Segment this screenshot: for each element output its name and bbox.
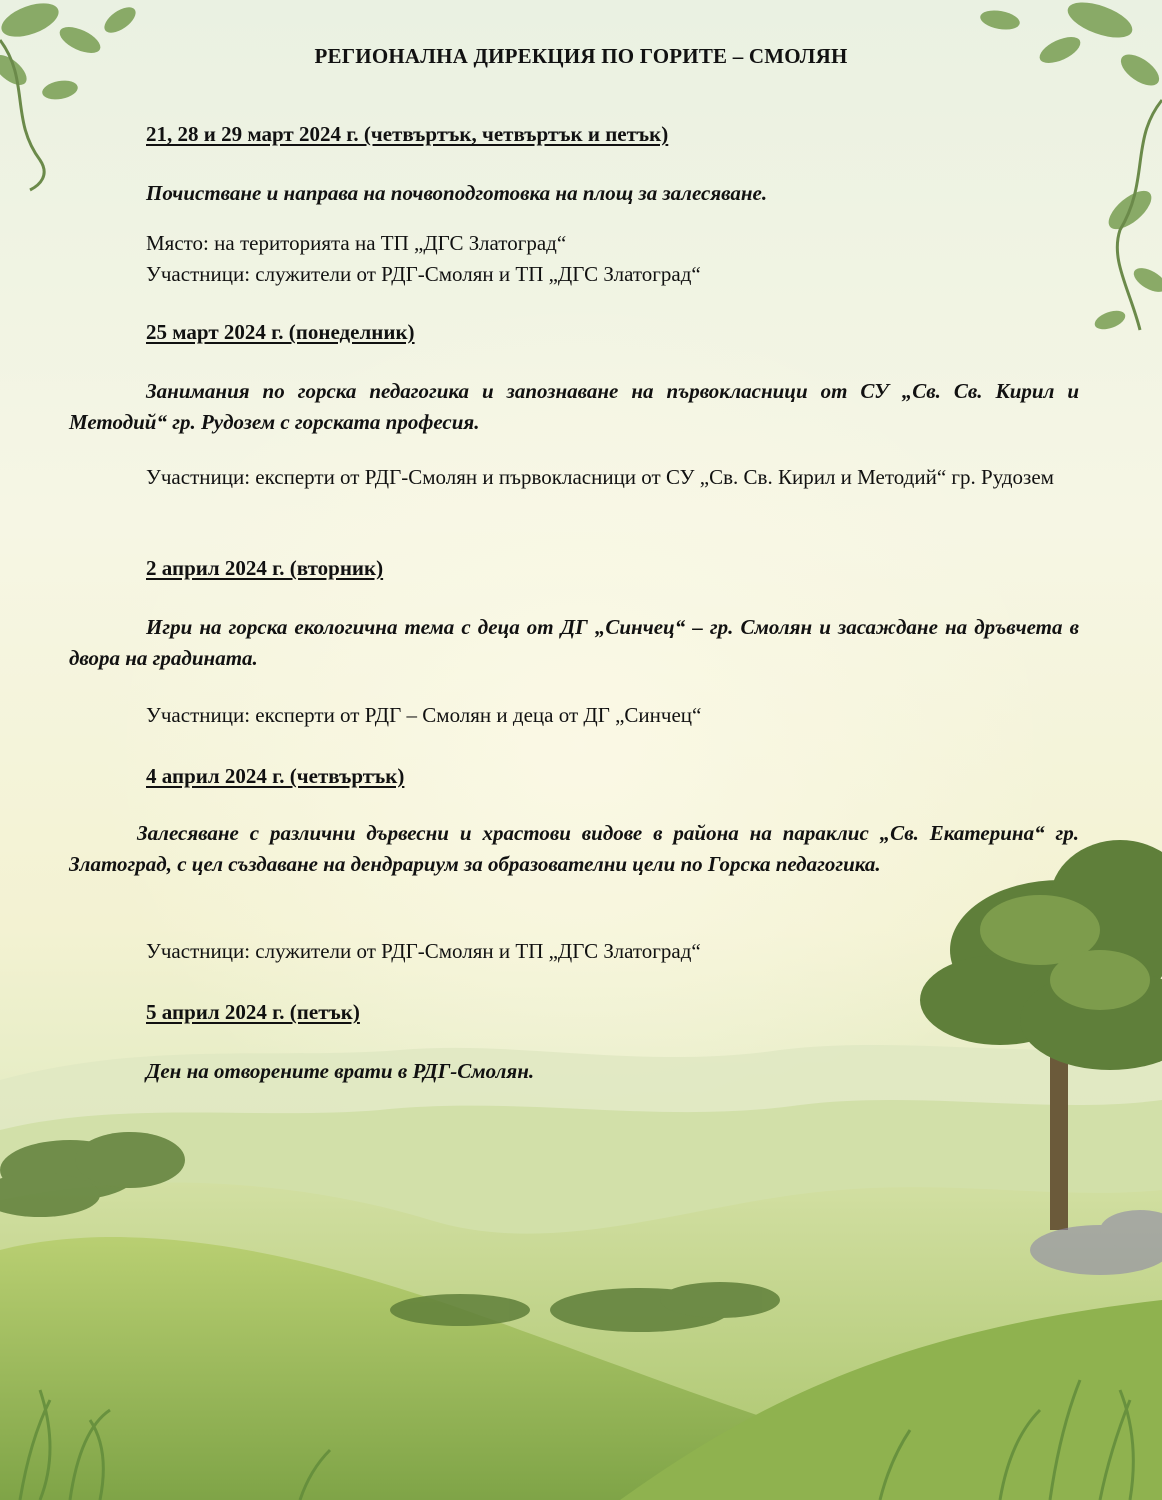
event-participants-1: Участници: служители от РДГ-Смолян и ТП „ДГС Златоград“ bbox=[146, 262, 701, 286]
event-date-1: 21, 28 и 29 март 2024 г. (четвъртък, четвъртък и петък) bbox=[146, 122, 669, 146]
event-date-2: 25 март 2024 г. (понеделник) bbox=[146, 320, 415, 344]
event-place-1: Място: на територията на ТП „ДГС Златоград“ bbox=[146, 231, 567, 255]
document-title: РЕГИОНАЛНА ДИРЕКЦИЯ ПО ГОРИТЕ – СМОЛЯН bbox=[314, 44, 848, 68]
event-date-5: 5 април 2024 г. (петък) bbox=[146, 1000, 360, 1024]
event-activity-4: Залесяване с различни дървесни и храстови видове в района на параклис „Св. Екатерина“ гр. Златоград, с цел създаване на дендрариум за образователни цели по Горска педагогика. bbox=[69, 821, 1079, 876]
event-activity-1: Почистване и направа на почвоподготовка на площ за залесяване. bbox=[146, 181, 768, 205]
event-participants-2: Участници: експерти от РДГ-Смолян и първокласници от СУ „Св. Св. Кирил и Методий“ гр. Рудозем bbox=[146, 465, 1054, 489]
event-activity-3: Игри на горска екологична тема с деца от ДГ „Синчец“ – гр. Смолян и засаждане на дръвчета в двора на градината. bbox=[69, 615, 1079, 670]
event-participants-4: Участници: служители от РДГ-Смолян и ТП „ДГС Златоград“ bbox=[146, 939, 701, 963]
event-date-3: 2 април 2024 г. (вторник) bbox=[146, 556, 384, 580]
event-activity-5: Ден на отворените врати в РДГ-Смолян. bbox=[146, 1059, 535, 1083]
event-activity-2: Занимания по горска педагогика и запознаване на първокласници от СУ „Св. Св. Кирил и Методий“ гр. Рудозем с горската професия. bbox=[69, 379, 1079, 434]
event-participants-3: Участници: експерти от РДГ – Смолян и деца от ДГ „Синчец“ bbox=[146, 703, 702, 727]
event-date-4: 4 април 2024 г. (четвъртък) bbox=[146, 764, 405, 788]
